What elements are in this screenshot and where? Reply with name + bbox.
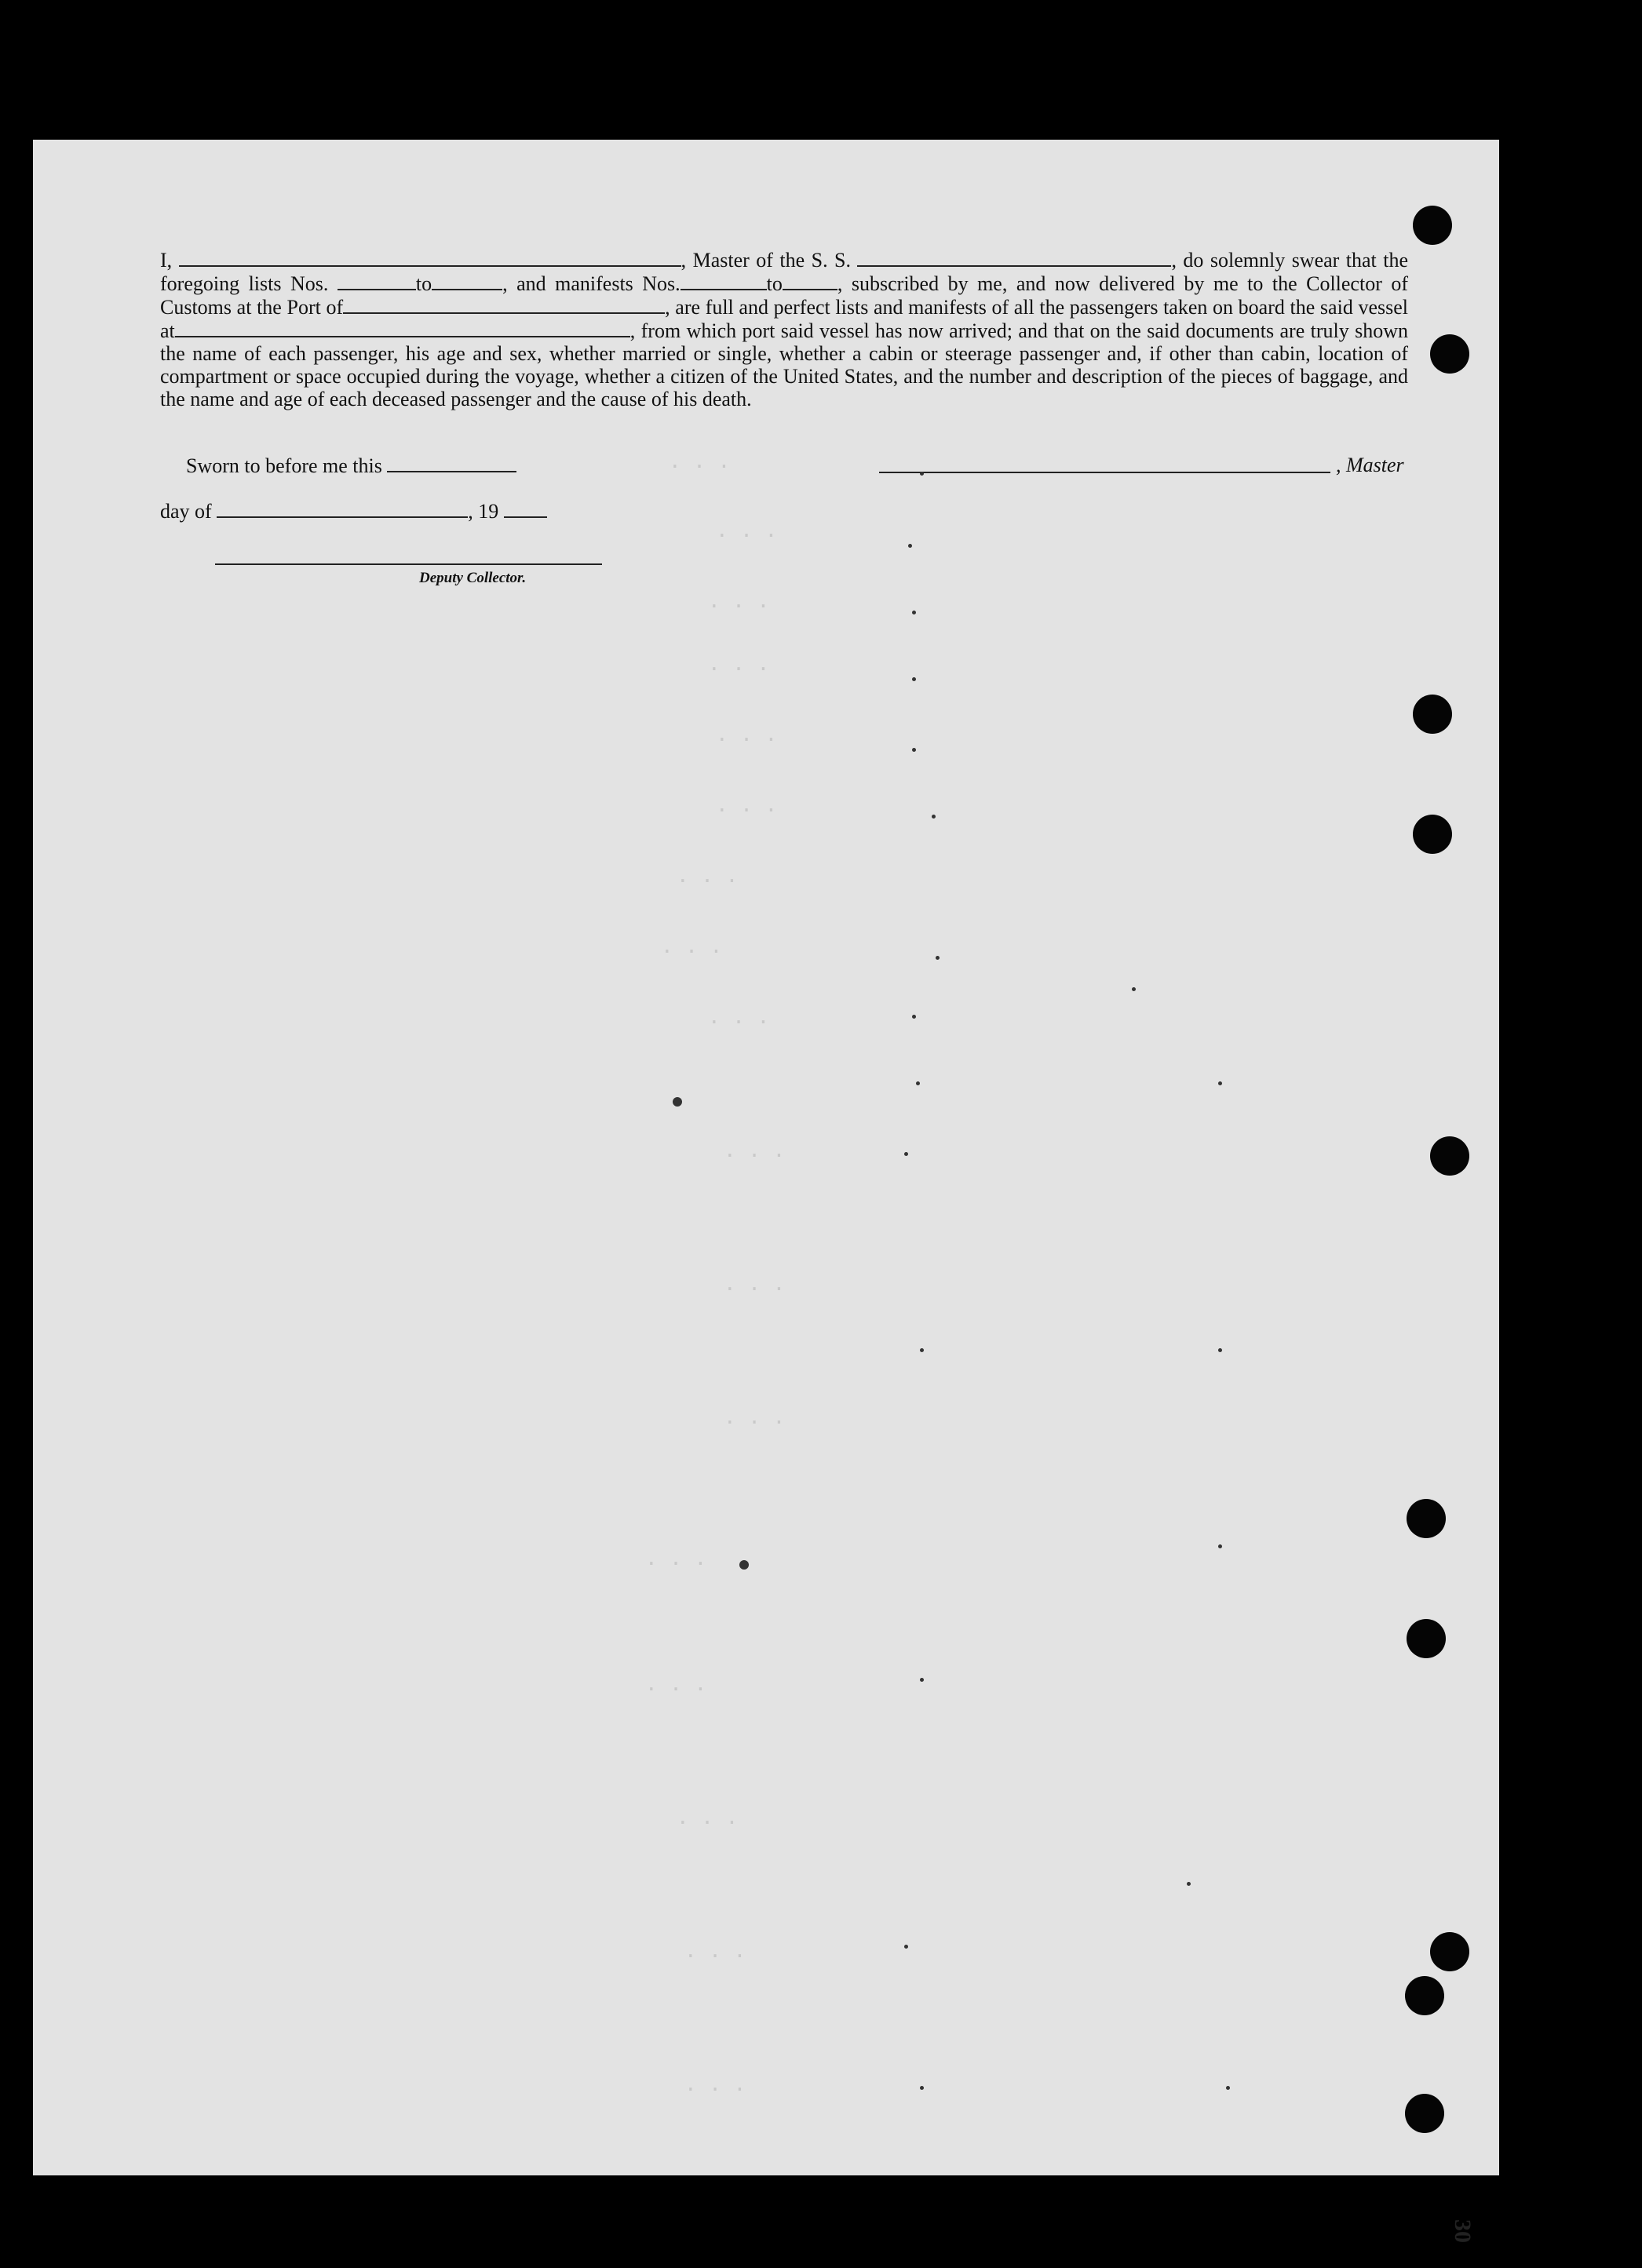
ink-speck	[932, 815, 936, 819]
bleedthrough-text: · · ·	[716, 799, 778, 822]
day-of-label: day of	[160, 500, 212, 523]
ship-name-blank	[857, 248, 1171, 267]
ink-speck	[1218, 1081, 1222, 1085]
manifest-from-blank	[681, 272, 767, 290]
bleedthrough-text: · · ·	[724, 1144, 786, 1168]
oath-to2: to	[766, 272, 783, 295]
oath-are-full: , are full and perfect lists and	[665, 296, 903, 319]
oath-swear: swear that the foregoing lists Nos.	[160, 249, 1409, 295]
oath-paragraph	[160, 248, 1408, 410]
departure-port-blank	[175, 319, 630, 337]
bleedthrough-text: · · ·	[708, 595, 770, 618]
ink-speck	[920, 472, 924, 476]
bleedthrough-text: · · ·	[684, 1945, 746, 1968]
manifest-page	[33, 140, 1499, 2243]
punch-hole	[1413, 695, 1452, 734]
punch-hole	[1430, 334, 1469, 374]
bleedthrough-text: · · ·	[645, 1678, 707, 1701]
oath-body: port said vessel has now arrived; and that on the said documents are truly shown the name of each passenger, his age and sex, whether married or single, whether a cabin or steerage passenger and, if other than cabin, location of compartment or space occupied during the voyage, whether a citizen of the United States, and the number and description of the pieces of baggage, and the name and age of each deceased passenger and the cause of his death.	[160, 319, 1409, 410]
master-signature-line	[879, 472, 1330, 473]
bleedthrough-text: · · ·	[716, 524, 778, 548]
deputy-signature-line	[215, 563, 602, 565]
bleedthrough-text: · · ·	[677, 870, 739, 893]
oath-master-of: , Master of the S. S.	[681, 249, 851, 272]
oath-manifests-all: manifests of all the passengers taken on board the said vessel at	[160, 296, 1409, 342]
ink-speck	[908, 544, 912, 548]
ink-speck	[904, 1945, 908, 1949]
punch-hole	[1413, 815, 1452, 854]
ink-speck	[920, 1678, 924, 1682]
master-label: , Master	[1336, 454, 1404, 476]
bleedthrough-text: · · ·	[661, 940, 723, 964]
ink-speck	[912, 611, 916, 614]
month-blank	[217, 499, 468, 518]
deputy-label: Deputy Collector.	[419, 570, 527, 586]
bleedthrough-text: · · ·	[645, 1552, 707, 1576]
punch-hole	[1430, 1136, 1469, 1176]
ink-speck	[673, 1097, 682, 1107]
punch-hole	[1405, 2094, 1444, 2133]
punch-hole	[1405, 1976, 1444, 2015]
bleedthrough-text: · · ·	[724, 1411, 786, 1435]
oath-do-solemnly: , do solemnly	[1171, 249, 1286, 272]
ink-speck	[916, 1081, 920, 1085]
bleedthrough-text: · · ·	[677, 1811, 739, 1835]
ink-speck	[904, 1152, 908, 1156]
oath-delivered: delivered by me to the Collector of Customs at the Port of	[160, 272, 1409, 319]
bleedthrough-text: · · ·	[724, 1278, 786, 1301]
port-blank	[343, 295, 665, 314]
oath-subscribed: , subscribed by me, and now	[837, 272, 1090, 295]
bleedthrough-text: · · ·	[708, 1011, 770, 1034]
ink-speck	[912, 748, 916, 752]
bleedthrough-text: · · ·	[684, 2078, 746, 2102]
punch-hole	[1407, 1619, 1446, 1658]
bleedthrough-text: · · ·	[716, 728, 778, 752]
bleedthrough-text: · · ·	[669, 455, 731, 479]
ink-speck	[920, 2086, 924, 2090]
year-prefix: , 19	[468, 500, 499, 523]
list-to-blank	[432, 272, 502, 290]
punch-hole	[1430, 1932, 1469, 1971]
oath-to: to	[415, 272, 432, 295]
punch-hole	[1407, 1499, 1446, 1538]
page-number: 30	[1450, 2219, 1476, 2243]
sworn-label: Sworn to before me this	[186, 454, 382, 477]
sworn-line	[186, 454, 516, 478]
ink-speck	[912, 1015, 916, 1019]
oath-from-which: , from which	[629, 319, 737, 342]
ink-speck	[1132, 987, 1136, 991]
manifest-to-blank	[783, 272, 837, 290]
day-of-line	[160, 499, 547, 523]
bleedthrough-text: · · ·	[708, 658, 770, 681]
oath-and-manifests: , and manifests Nos.	[502, 272, 681, 295]
ink-speck	[1218, 1544, 1222, 1548]
ink-speck	[1187, 1882, 1191, 1886]
sworn-date-blank	[387, 454, 516, 472]
ink-speck	[1218, 1348, 1222, 1352]
master-name-blank	[179, 248, 681, 267]
ink-speck	[912, 677, 916, 681]
ink-speck	[739, 1560, 749, 1570]
oath-intro: I,	[160, 249, 173, 272]
punch-hole	[1413, 206, 1452, 245]
ink-speck	[936, 956, 940, 960]
ink-speck	[920, 1348, 924, 1352]
year-blank	[504, 499, 547, 518]
list-from-blank	[338, 272, 416, 290]
ink-speck	[1226, 2086, 1230, 2090]
